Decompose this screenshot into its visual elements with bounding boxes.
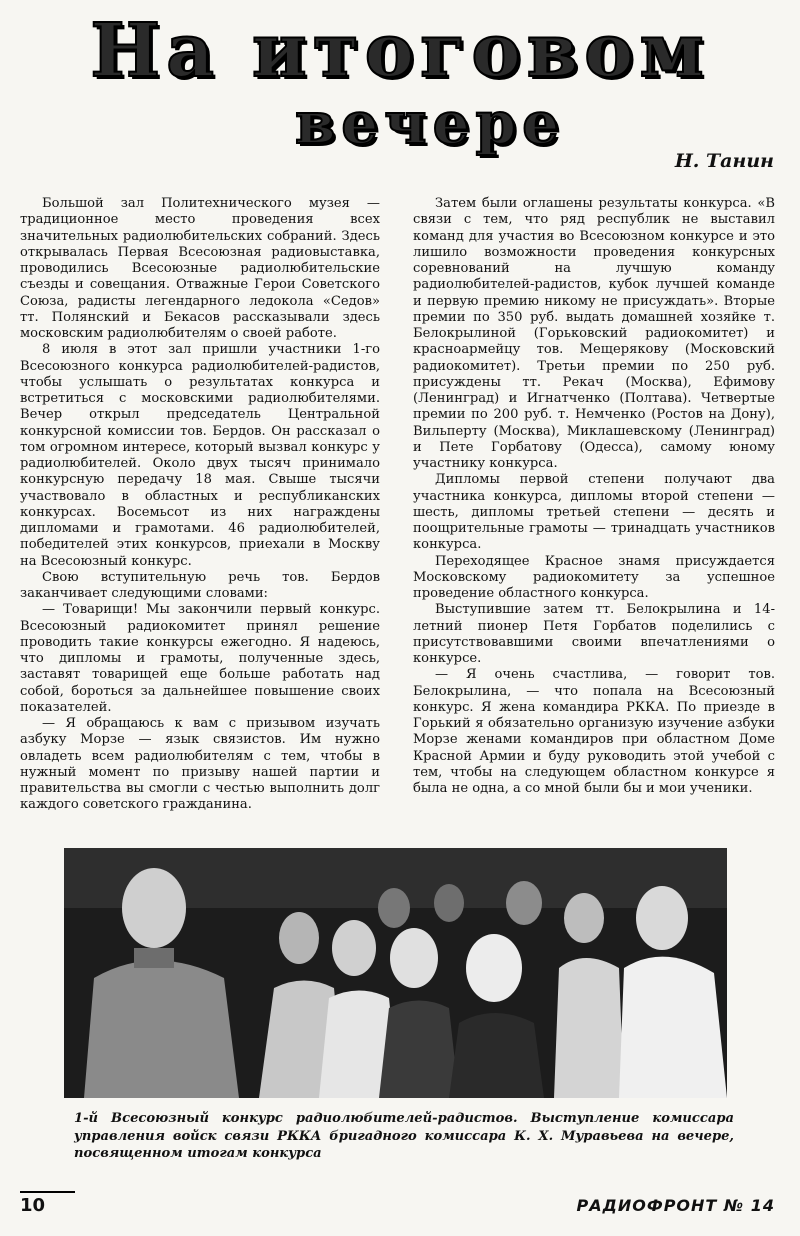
paragraph: Свою вступительную речь тов. Бердов заканчивает следующими словами: (20, 569, 380, 601)
paragraph: 8 июля в этот зал пришли участники 1-го Всесоюзного конкурса радиолюбителей-радистов, чтобы услышать о результатах конкурса и встретиться с московскими радиолюбителями. Вечер открыл председатель Центральной конкурсной комиссии тов. Бердов. Он рассказал о том огромном интересе, который вызвал конкурс у радиолюбителей. Около двух тысяч принимало конкурсную передачу 18 мая. Свыше тысячи участвовало в областных и республиканских конкурсах. Восемьсот из них награждены дипломами и грамотами. 46 радиолюбителей, победителей этих конкурсов, приехали в Москву на Всесоюзный конкурс. (20, 342, 380, 569)
paragraph: — Я очень счастлива, — говорит тов. Белокрылина, — что попала на Всесоюзный конкурс. Я жена командира РККА. По приезде в Горький я обязательно организую изучение азбуки Морзе женами командиров при областном Доме Красной Армии и буду руководить этой учебой с тем, чтобы на следующем областном конкурсе я была не одна, а со мной были бы и мои ученики. (413, 667, 775, 796)
paragraph: Переходящее Красное знамя присуждается Московскому радиокомитету за успешное проведение областного конкурса. (413, 553, 775, 601)
journal-name: РАДИОФРОНТ № 14 (576, 1196, 775, 1215)
title-line-1: На итоговом (90, 8, 710, 94)
paragraph: Дипломы первой степени получают два участника конкурса, дипломы второй степени — шесть, дипломы третьей степени — десять и поощрительные грамоты — тринадцать участников конкурса. (413, 472, 775, 553)
paragraph: — Я обращаюсь к вам с призывом изучать азбуку Морзе — язык связистов. Им нужно овладеть всем радиолюбителям с тем, чтобы в нужный момент по призыву нашей партии и правительства вы смогли с честью выполнить долг каждого советского гражданина. (20, 716, 380, 813)
audience-photo (64, 848, 727, 1098)
author: Н. Танин (674, 150, 774, 172)
paragraph: Большой зал Политехнического музея — традиционное место проведения всех значительных радиолюбительских собраний. Здесь открывалась Первая Всесоюзная радиовыставка, проводились Всесоюзные радиолюбительские съезды и совещания. Отважные Герои Советского Союза, радисты легендарного ледокола «Седов» тт. Полянский и Бекасов рассказывали здесь московским радиолюбителям о своей работе. (20, 196, 380, 341)
page-number: 10 (20, 1195, 46, 1216)
paragraph: Затем были оглашены результаты конкурса. «В связи с тем, что ряд республик не выставил команд для участия во Всесоюзном конкурсе и это лишило возможности проведения конкурсных соревнований на лучшую команду радиолюбителей-радистов, кубок лучшей команде и первую премию никому не присуждать». Вторые премии по 350 руб. выдать домашней хозяйке т. Белокрылиной (Горьковский радиокомитет) и красноармейцу тов. Мещерякову (Московский радиокомитет). Третьи премии по 250 руб. присуждены тт. Рекач (Москва), Ефимову (Ленинград) и Игнатченко (Полтава). Четвертые премии по 200 руб. т. Немченко (Ростов на Дону), Вильперту (Москва), Миклашевскому (Ленинград) и Пете Горбатову (Одесса), самому юному участнику конкурса. (413, 196, 775, 471)
paragraph: — Товарищи! Мы закончили первый конкурс. Всесоюзный радиокомитет принял решение проводить такие конкурсы ежегодно. Я надеюсь, что дипломы и грамоты, полученные здесь, заставят товарищей еще больше работать над собой, бороться за дальнейшее повышение своих показателей. (20, 602, 380, 715)
left-column (20, 196, 380, 814)
photo-illustration (64, 848, 727, 1098)
right-column (413, 196, 775, 797)
paragraph: Выступившие затем тт. Белокрылина и 14-летний пионер Петя Горбатов поделились с присутствовавшими своими впечатлениями о конкурсе. (413, 602, 775, 666)
photo-caption: 1-й Всесоюзный конкурс радиолюбителей-радистов. Выступление комиссара управления войск связи РККА бригадного комиссара К. Х. Муравьева на вечере, посвященном итогам конкурса (74, 1111, 734, 1161)
title-line-2: вечере (294, 89, 565, 157)
footer-rule (20, 1191, 75, 1193)
